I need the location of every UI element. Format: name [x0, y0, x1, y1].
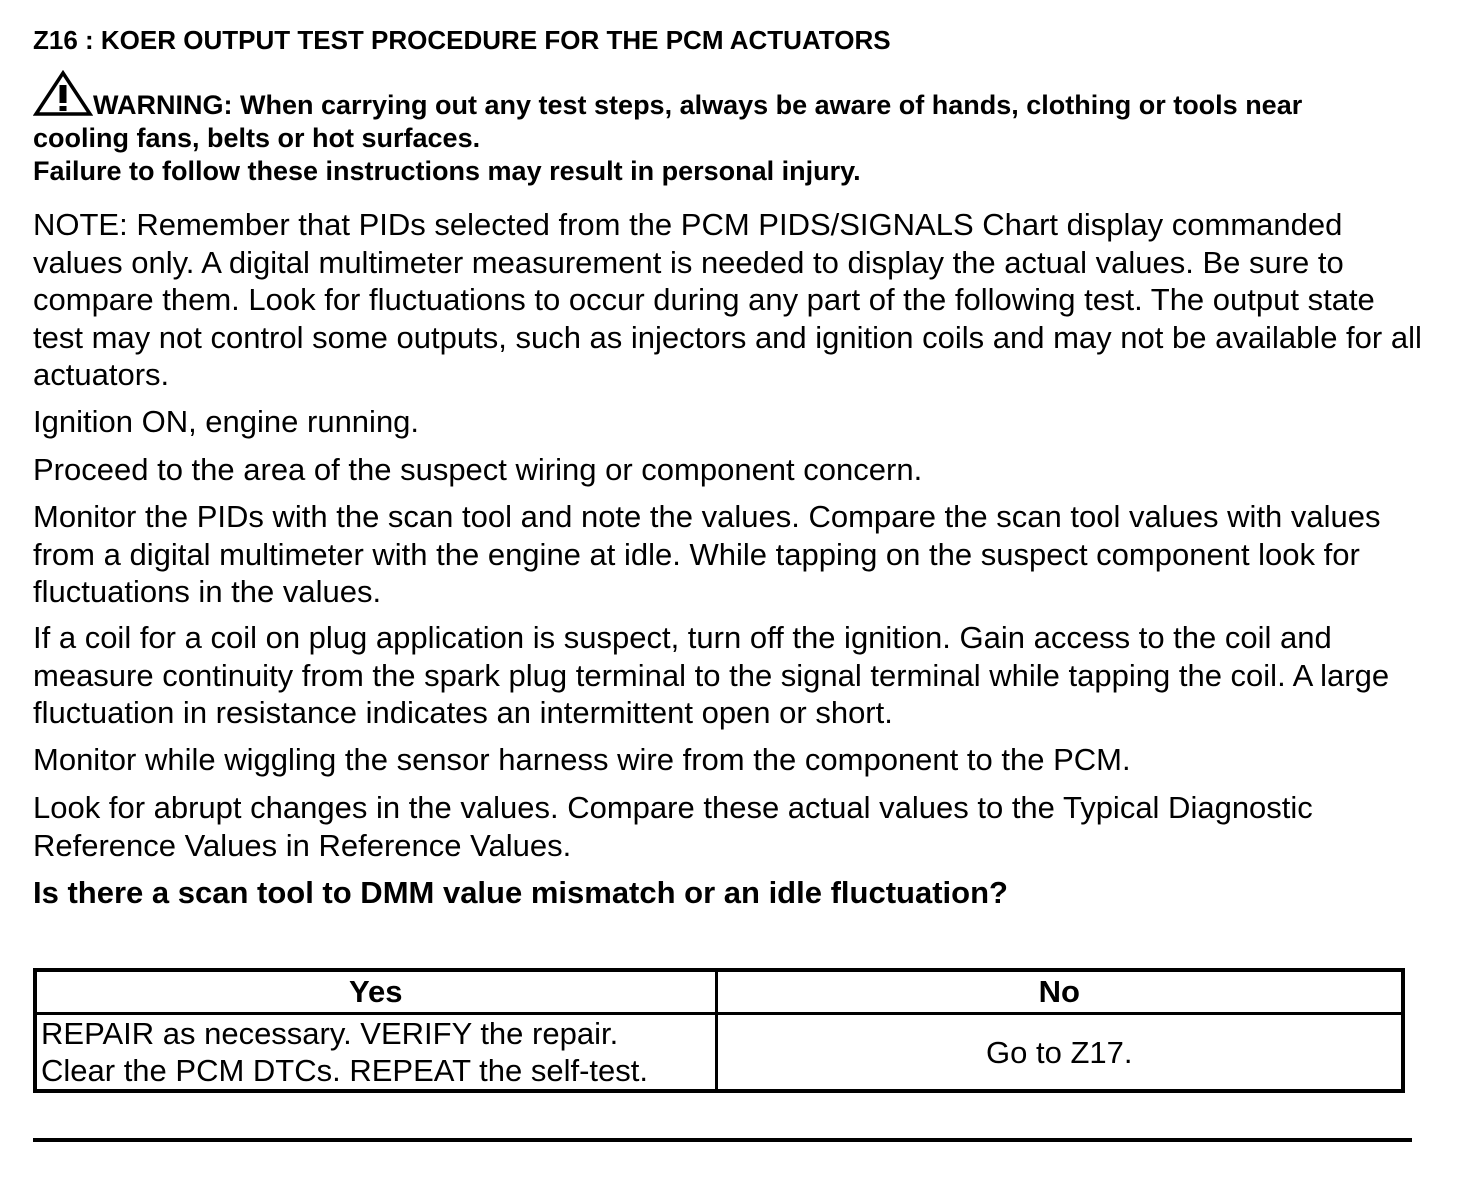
table-header-row [35, 970, 1403, 1014]
table-row [35, 1014, 1403, 1092]
warning-text-line1: WARNING: When carrying out any test steps, always be aware of hands, clothing or tools near [93, 90, 1303, 120]
no-header: No [716, 970, 1403, 1014]
warning-text-line2: cooling fans, belts or hot surfaces. [33, 123, 481, 153]
proceed-step: Proceed to the area of the suspect wiring or component concern. [33, 452, 923, 487]
procedure-heading: Z16 : KOER OUTPUT TEST PROCEDURE FOR THE PCM ACTUATORS [33, 25, 891, 55]
yes-action-line1: REPAIR as necessary. VERIFY the repair. [41, 1016, 619, 1051]
warning-text-line3: Failure to follow these instructions may result in personal injury. [33, 156, 861, 186]
yes-action-line2: Clear the PCM DTCs. REPEAT the self-test. [41, 1053, 648, 1088]
diagnostic-question: Is there a scan tool to DMM value mismatch or an idle fluctuation? [33, 875, 1008, 910]
wiggle-step: Monitor while wiggling the sensor harness wire from the component to the PCM. [33, 742, 1131, 777]
no-action-cell: Go to Z17. [716, 1014, 1403, 1092]
warning-block [33, 70, 1423, 188]
yes-no-table [33, 968, 1405, 1093]
warning-triangle-icon [33, 70, 93, 118]
ignition-step: Ignition ON, engine running. [33, 404, 420, 439]
yes-header: Yes [35, 970, 716, 1014]
note-paragraph: NOTE: Remember that PIDs selected from the PCM PIDS/SIGNALS Chart display commanded values only. A digital multimeter measurement is needed to display the actual values. Be sure to compare them. Look for fluctuations to occur during any part of the following test. The output state test may not control some outputs, such as injectors and ignition coils and may not be available for all actuators. [33, 207, 1422, 392]
abrupt-changes-step: Look for abrupt changes in the values. Compare these actual values to the Typical Diagnostic Reference Values in Reference Values. [33, 790, 1313, 863]
monitor-pids-step: Monitor the PIDs with the scan tool and note the values. Compare the scan tool values with values from a digital multimeter with the engine at idle. While tapping on the suspect component look for fluctuations in the values. [33, 499, 1381, 609]
warning-first-line [33, 90, 1302, 120]
yes-action-cell [35, 1014, 716, 1092]
coil-step: If a coil for a coil on plug application is suspect, turn off the ignition. Gain access to the coil and measure continuity from the spark plug terminal to the signal terminal while tapping the coil. A large fluctuation in resistance indicates an intermittent open or short. [33, 620, 1390, 730]
bottom-divider [33, 1138, 1412, 1142]
